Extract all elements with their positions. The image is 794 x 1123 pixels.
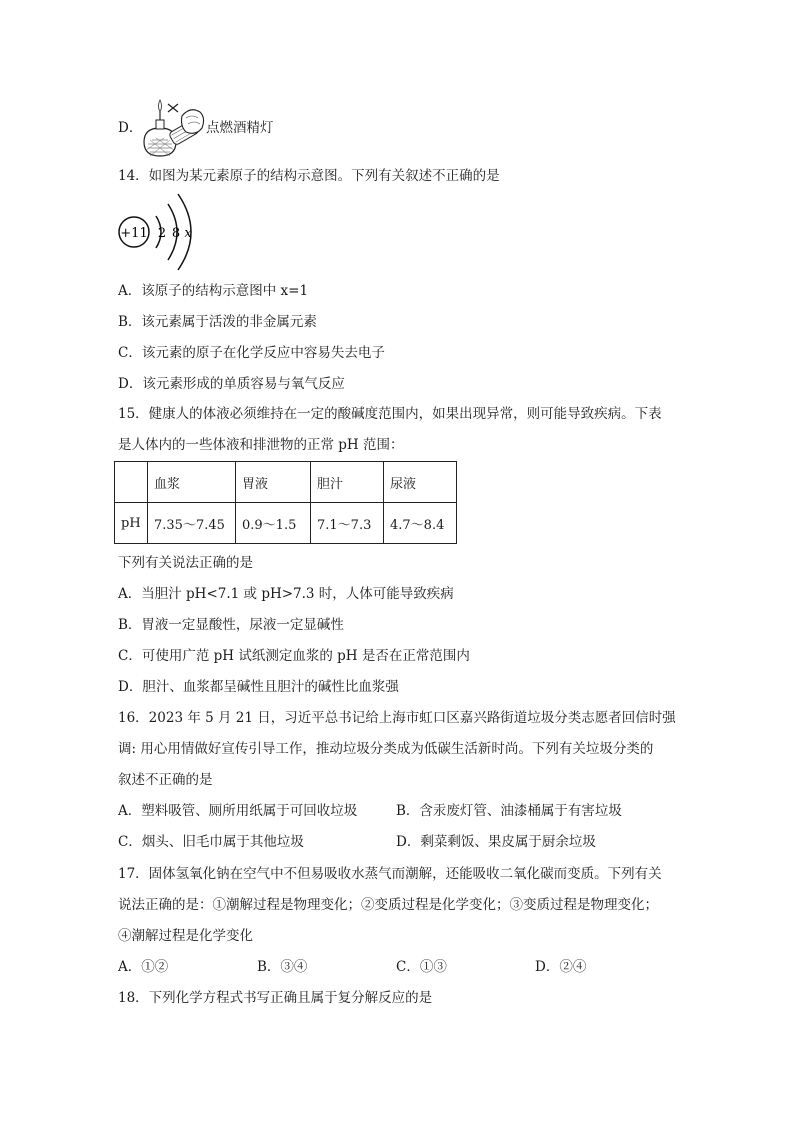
q17-option-c: C．①③ bbox=[396, 959, 447, 975]
q16-stem-line1: 16．2023 年 5 月 21 日，习近平总书记给上海市虹口区嘉兴路街道垃圾分类志愿者回信时强 bbox=[118, 710, 676, 726]
q14-option-d: D．该元素形成的单质容易与氧气反应 bbox=[118, 376, 345, 392]
q14-option-b: B．该元素属于活泼的非金属元素 bbox=[118, 314, 317, 330]
table-header-cell: 胆汁 bbox=[311, 462, 384, 503]
q18-stem: 18．下列化学方程式书写正确且属于复分解反应的是 bbox=[118, 990, 433, 1006]
alcohol-lamp-lighting-illustration bbox=[138, 98, 208, 160]
q16-option-d: D．剩菜剩饭、果皮属于厨余垃圾 bbox=[396, 834, 596, 850]
table-header-row bbox=[115, 462, 457, 503]
table-cell: 7.35～7.45 bbox=[148, 503, 236, 544]
table-header-cell: 血浆 bbox=[148, 462, 236, 503]
q17-stem-line2: 说法正确的是：①潮解过程是物理变化；②变质过程是化学变化；③变质过程是物理变化； bbox=[118, 897, 658, 913]
q14-option-c: C．该元素的原子在化学反应中容易失去电子 bbox=[118, 345, 385, 361]
q16-option-c: C．烟头、旧毛巾属于其他垃圾 bbox=[118, 834, 304, 850]
ph-range-table bbox=[114, 461, 457, 544]
shell-2-electrons: 8 bbox=[171, 226, 181, 241]
q16-stem-line3: 叙述不正确的是 bbox=[118, 772, 213, 788]
q17-stem-line3: ④潮解过程是化学变化 bbox=[118, 928, 253, 944]
q17-stem-line1: 17．固体氢氧化钠在空气中不但易吸收水蒸气而潮解，还能吸收二氧化碳而变质。下列有关 bbox=[118, 866, 662, 882]
q15-option-b: B．胃液一定显酸性，尿液一定显碱性 bbox=[118, 617, 344, 633]
q15-stem-line1: 15．健康人的体液必须维持在一定的酸碱度范围内，如果出现异常，则可能导致疾病。下表 bbox=[118, 406, 662, 422]
q17-option-b: B．③④ bbox=[257, 959, 308, 975]
table-header-cell: 尿液 bbox=[384, 462, 457, 503]
table-cell: 4.7～8.4 bbox=[384, 503, 457, 544]
shell-1-electrons: 2 bbox=[157, 226, 167, 241]
q13-option-d-text: 点燃酒精灯 bbox=[206, 120, 274, 136]
table-row bbox=[115, 503, 457, 544]
shell-3-electrons: x bbox=[184, 226, 192, 241]
q15-option-c: C．可使用广范 pH 试纸测定血浆的 pH 是否在正常范围内 bbox=[118, 648, 470, 664]
table-cell: 7.1～7.3 bbox=[311, 503, 384, 544]
table-header-cell: 胃液 bbox=[236, 462, 311, 503]
atomic-structure-diagram bbox=[116, 190, 206, 274]
q14-stem: 14．如图为某元素原子的结构示意图。下列有关叙述不正确的是 bbox=[118, 168, 500, 184]
table-cell: pH bbox=[115, 503, 148, 544]
q15-stem-line2: 是人体内的一些体液和排泄物的正常 pH 范围： bbox=[118, 437, 404, 453]
q16-stem-line2: 调: 用心用情做好宣传引导工作，推动垃圾分类成为低碳生活新时尚。下列有关垃圾分类的 bbox=[118, 741, 654, 757]
nucleus-charge: +11 bbox=[120, 226, 148, 241]
q16-option-a: A．塑料吸管、厕所用纸属于可回收垃圾 bbox=[118, 803, 358, 819]
q15-option-d: D．胆汁、血浆都呈碱性且胆汁的碱性比血浆强 bbox=[118, 679, 399, 695]
q15-option-a: A．当胆汁 pH<7.1 或 pH>7.3 时，人体可能导致疾病 bbox=[118, 586, 454, 602]
q15-after-table: 下列有关说法正确的是 bbox=[118, 555, 253, 571]
table-header-cell bbox=[115, 462, 148, 503]
q14-option-a: A．该原子的结构示意图中 x=1 bbox=[118, 283, 309, 299]
q17-option-a: A．①② bbox=[118, 959, 169, 975]
q16-option-b: B．含汞废灯管、油漆桶属于有害垃圾 bbox=[396, 803, 622, 819]
q13-option-d-label: D． bbox=[118, 120, 143, 136]
q17-option-d: D．②④ bbox=[535, 959, 587, 975]
table-cell: 0.9～1.5 bbox=[236, 503, 311, 544]
